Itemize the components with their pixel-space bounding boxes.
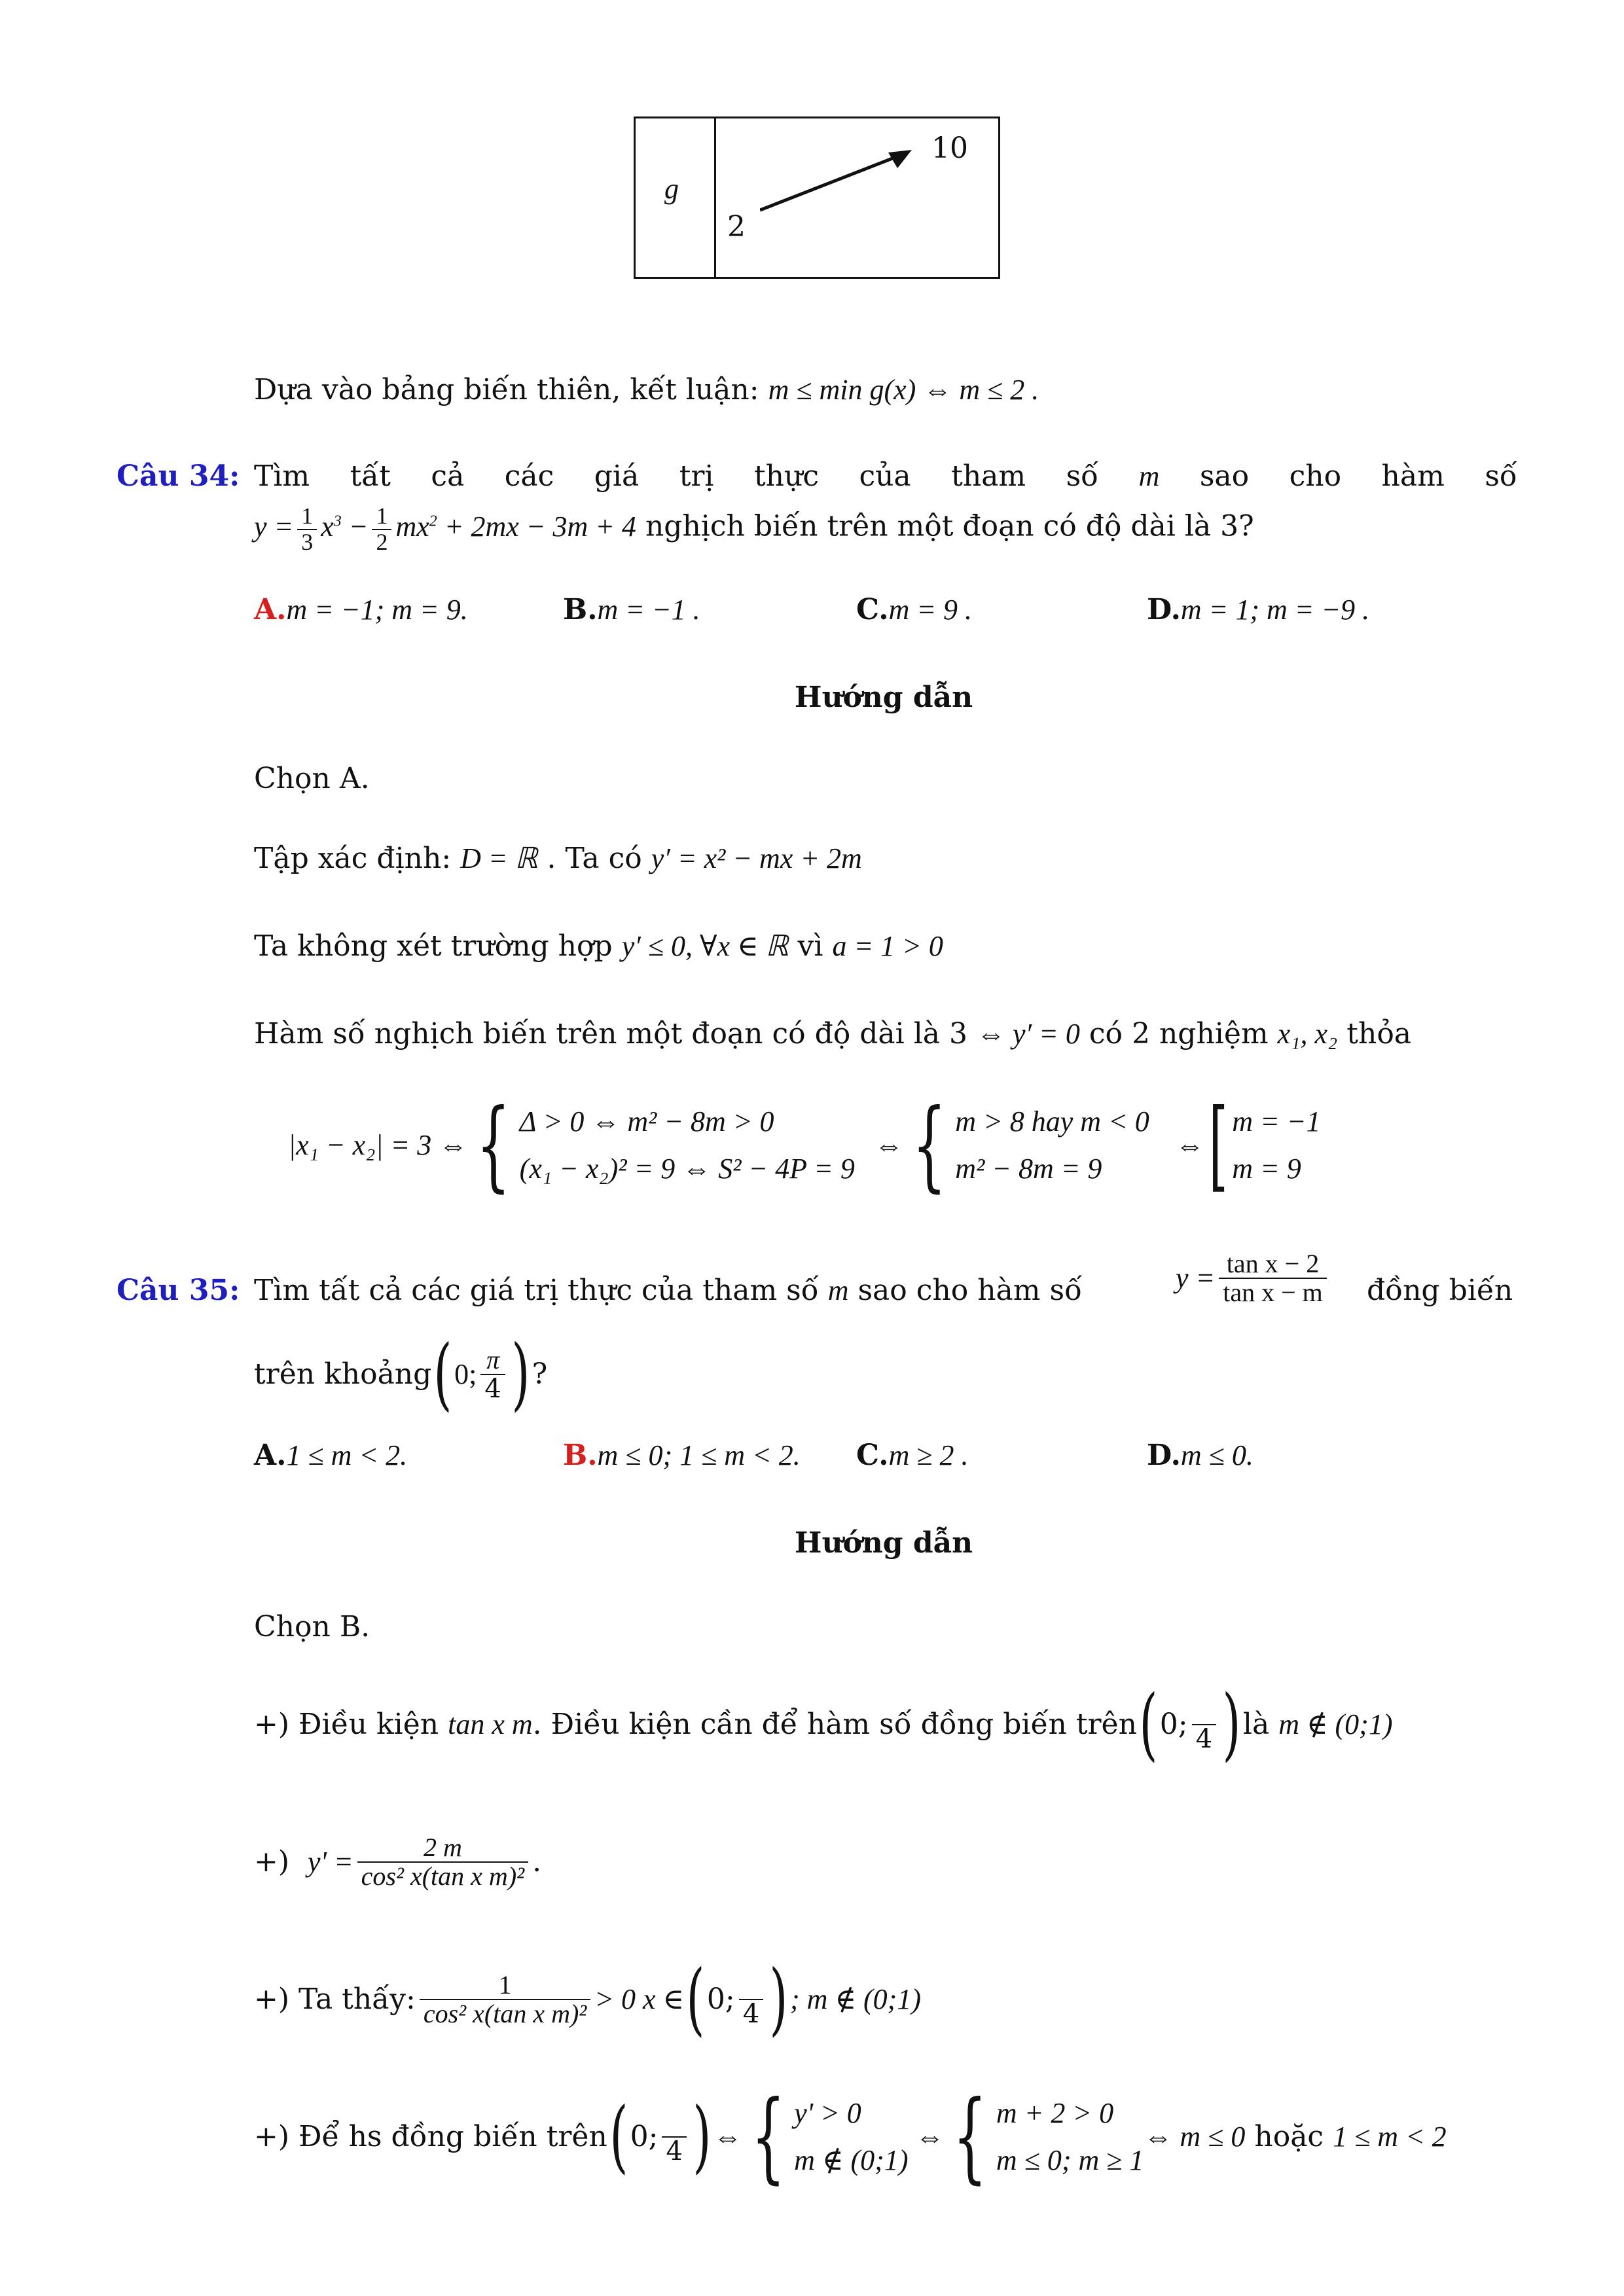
q34-function: y = $\frac{1}{3}$ $x^3$ − $\frac{1}{2}$ $mx^2 + 2mx - 3m + 4$ — [254, 502, 636, 555]
q34-word: hàm — [1381, 459, 1445, 493]
q35-cond1: +) Điều kiện tan x m . Điều kiện cần để hàm số đồng biến trên ( 0; 4 ) là m ∉ (0;1) — [254, 1679, 1393, 1770]
table-end-value: 10 — [931, 132, 968, 165]
table-start-value: 2 — [727, 210, 746, 243]
q34-stem — [254, 458, 1517, 495]
q34-word: tất — [350, 459, 391, 493]
q34-word: các — [504, 459, 554, 493]
q35-function: y = $\frac{\text{tan x − 2}}{\text{tan x − m}}$ — [1176, 1250, 1331, 1306]
q34-function-line — [254, 503, 1254, 554]
option-d[interactable]: D.m ≤ 0. — [1147, 1439, 1254, 1472]
q35-options — [254, 1437, 1498, 1477]
option-a[interactable]: A.1 ≤ m < 2. — [254, 1439, 408, 1472]
option-d[interactable]: D.m = 1; m = −9 . — [1147, 593, 1370, 626]
table-row-label: g — [664, 173, 679, 205]
q34-word: sao — [1199, 459, 1250, 493]
q34-word: tham — [951, 459, 1026, 493]
q34-label: Câu 34: — [117, 459, 240, 493]
q34-choose: Chọn A. — [254, 762, 370, 795]
q34-line3: Hàm số nghịch biến trên một đoạn có độ dài là 3 ⇔ y′ = 0 có 2 nghiệm x₁, x₂ thỏa — [254, 1017, 1412, 1050]
q35-stem-end: đồng biến — [1367, 1274, 1513, 1307]
q34-word: thực — [753, 459, 819, 493]
q34-word: số — [1485, 459, 1517, 493]
q34-word: số — [1066, 459, 1099, 493]
q35-stem: Tìm tất cả các giá trị thực của tham số m sao cho hàm số — [254, 1274, 1082, 1307]
option-c[interactable]: C.m = 9 . — [856, 593, 973, 626]
q35-derivative: +) y' = $\frac{2 m}{\text{cos² x(tan x m)²}}$ . — [254, 1833, 542, 1891]
q34-system-line: |x₁ − x₂| = 3 ⇔ { Δ > 0 ⇔ m² − 8m > 0 (x₁ − x₂)² = 9 ⇔ S² − 4P = 9 ⇔ { m > 8 hay m < 0 m² − 8m = 9 ⇔ [ m = −1 m = 9 — [288, 1088, 1321, 1202]
q34-word: cho — [1289, 459, 1342, 493]
q35-label: Câu 35: — [117, 1274, 240, 1307]
q35-choose: Chọn B. — [254, 1610, 370, 1643]
option-a[interactable]: A.m = −1; m = 9. — [254, 593, 468, 626]
q34-line2: Ta không xét trường hợp y′ ≤ 0, ∀x ∈ ℝ vì a = 1 > 0 — [254, 929, 943, 963]
q35-observe: +) Ta thấy: $\frac{1}{\text{cos² x(tan x m)²}}$ > 0 x ∈ ( 0; 4 ) ; m ∉ (0;1) — [254, 1954, 921, 2045]
variation-table — [634, 117, 1000, 279]
q34-function-text: nghịch biến trên một đoạn có độ dài là 3? — [645, 509, 1254, 543]
q34-word: giá — [594, 459, 640, 493]
option-b[interactable]: B.m = −1 . — [563, 593, 700, 626]
option-c[interactable]: C.m ≥ 2 . — [856, 1439, 969, 1472]
equiv-1: ⇔ — [874, 1129, 903, 1161]
q34-options — [254, 592, 1498, 631]
q35-interval-line: trên khoảng ( 0; $\frac{\pi}{4}$ ) ? — [254, 1329, 548, 1420]
q34-word: m — [1138, 460, 1160, 492]
q35-guide-title: Hướng dẫn — [794, 1526, 973, 1560]
q34-word: Tìm — [254, 459, 310, 493]
q34-word: trị — [679, 459, 714, 493]
conclusion-text: Dựa vào bảng biến thiên, kết luận: — [254, 373, 759, 406]
q34-line1: Tập xác định: D = ℝ . Ta có y′ = x² − mx + 2m — [254, 842, 862, 875]
increasing-arrow — [760, 145, 917, 217]
q34-word: của — [859, 459, 911, 493]
table-divider — [714, 118, 716, 277]
conclusion-line — [254, 372, 1039, 408]
equiv-2: ⇔ — [1175, 1129, 1204, 1161]
q34-word: cả — [431, 459, 465, 493]
option-b[interactable]: B.m ≤ 0; 1 ≤ m < 2. — [563, 1439, 801, 1472]
system-lhs: |x₁ − x₂| = 3 ⇔ — [288, 1129, 468, 1161]
conclusion-math: m ≤ min g(x) ⇔ m ≤ 2 . — [768, 374, 1039, 406]
q34-guide-title: Hướng dẫn — [794, 681, 973, 714]
q35-final: +) Để hs đồng biến trên ( 0; 4 ) ⇔ { y' > 0 m ∉ (0;1) ⇔ { m + 2 > 0 m ≤ 0; m ≥ 1 ⇔ m ≤ 0 hoặc 1 ≤ m < 2 — [254, 2080, 1447, 2194]
